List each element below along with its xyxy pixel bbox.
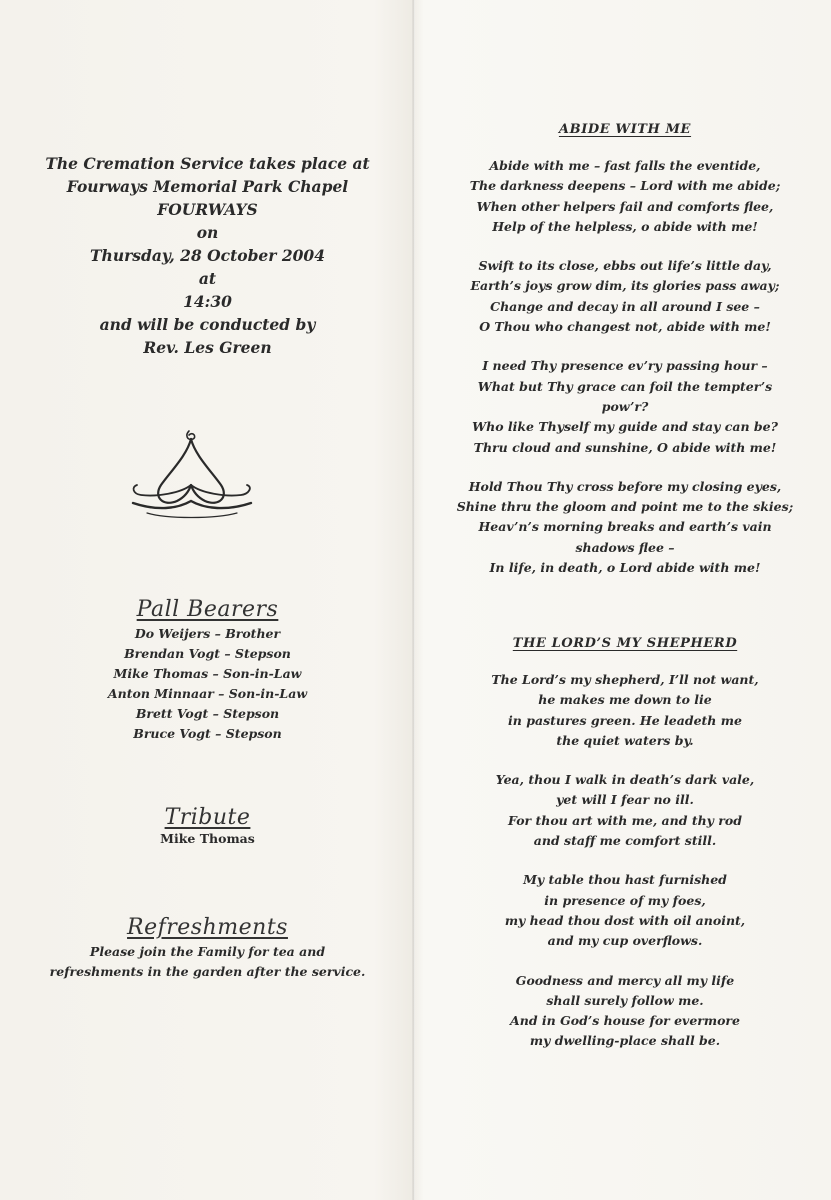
hymn-line: in presence of my foes,: [544, 892, 706, 908]
hymn-stanza: [445, 670, 805, 751]
hymn-line: And in God’s house for evermore: [510, 1013, 740, 1029]
hymn-stanza: [445, 256, 805, 337]
hymn-line: Shine thru the gloom and point me to the skies;: [456, 499, 794, 515]
service-details: [20, 152, 395, 359]
service-line: Thursday, 28 October 2004: [90, 246, 325, 265]
hymn-line: Heav’n’s morning breaks and earth’s vain: [478, 519, 772, 535]
hymn-line: in pastures green. He leadeth me: [508, 712, 742, 728]
service-line: and will be conducted by: [99, 315, 316, 334]
refreshments-section: [20, 915, 395, 982]
hymn-line: Help of the helpless, o abide with me!: [492, 218, 758, 234]
hymn-title: ABIDE WITH ME: [558, 122, 692, 137]
hymn-stanza: [445, 156, 805, 237]
hymn-line: Who like Thyself my guide and stay can be?: [472, 419, 778, 435]
hymn-line: Swift to its close, ebbs out life’s little day,: [478, 258, 772, 274]
hymn-line: The darkness deepens – Lord with me abide;: [469, 178, 781, 194]
hymn-line: Thru cloud and sunshine, O abide with me!: [473, 439, 777, 455]
pall-bearer: Bruce Vogt – Stepson: [133, 726, 282, 741]
hymn-line: What but Thy grace can foil the tempter’s: [477, 378, 773, 394]
hymn-line: he makes me down to lie: [538, 692, 712, 708]
hymn-line: my dwelling-place shall be.: [529, 1033, 721, 1049]
hymn-line: Yea, thou I walk in death’s dark vale,: [495, 772, 755, 788]
service-line: 14:30: [183, 292, 232, 311]
refreshments-line: Please join the Family for tea and: [89, 944, 326, 959]
pall-bearer: Anton Minnaar – Son-in-Law: [107, 686, 308, 701]
hymn-stanza: [445, 971, 805, 1052]
service-line: Fourways Memorial Park Chapel: [66, 177, 349, 196]
pall-bearers-title: Pall Bearers: [136, 597, 279, 622]
pall-bearers-section: [20, 597, 395, 744]
refreshments-line: refreshments in the garden after the service.: [49, 964, 366, 979]
hymn-line: Change and decay in all around I see –: [490, 298, 760, 314]
tribute-title: Tribute: [164, 805, 251, 830]
hymn-line: Earth’s joys grow dim, its glories pass away;: [470, 278, 780, 294]
service-line: at: [198, 269, 217, 288]
service-line: The Cremation Service takes place at: [45, 154, 370, 173]
refreshments-title: Refreshments: [127, 915, 288, 940]
hymn-line: pow’r?: [601, 398, 649, 414]
pall-bearer: Mike Thomas – Son-in-Law: [113, 666, 302, 681]
hymn-line: I need Thy presence ev’ry passing hour –: [482, 358, 768, 374]
hymn-line: My table thou hast furnished: [523, 872, 727, 888]
hymn-line: and staff me comfort still.: [533, 833, 717, 849]
hymn-line: and my cup overflows.: [547, 933, 703, 949]
hymn-line: O Thou who changest not, abide with me!: [479, 319, 771, 335]
hymn-line: the quiet waters by.: [556, 732, 694, 748]
hymn-line: shadows flee –: [575, 539, 675, 555]
hymn-line: When other helpers fail and comforts flee,: [476, 198, 774, 214]
hymn-line: my head thou dost with oil anoint,: [504, 912, 746, 928]
hymn-stanza: [445, 356, 805, 457]
pall-bearer: Brendan Vogt – Stepson: [124, 646, 291, 661]
hymn-line: yet will I fear no ill.: [556, 792, 694, 808]
hymn-title: THE LORD’S MY SHEPHERD: [512, 636, 738, 651]
hymn-lords-my-shepherd: [445, 636, 805, 1052]
hymn-stanza: [445, 770, 805, 851]
service-line: on: [196, 223, 219, 242]
calligraphic-ornament-icon: [127, 425, 257, 525]
hymn-stanza: [445, 477, 805, 578]
tribute-name: Mike Thomas: [160, 831, 255, 846]
hymn-line: Goodness and mercy all my life: [515, 972, 735, 988]
tribute-section: [20, 805, 395, 846]
hymn-line: shall surely follow me.: [546, 992, 704, 1008]
hymn-line: Abide with me – fast falls the eventide,: [489, 158, 761, 173]
hymn-line: The Lord’s my shepherd, I’ll not want,: [491, 672, 759, 687]
hymn-stanza: [445, 870, 805, 951]
hymn-line: Hold Thou Thy cross before my closing eyes,: [468, 478, 782, 494]
service-line: FOURWAYS: [157, 200, 258, 219]
service-line: Rev. Les Green: [143, 338, 272, 357]
page-fold: [412, 0, 415, 1200]
hymn-line: In life, in death, o Lord abide with me!: [489, 560, 761, 576]
pall-bearer: Do Weijers – Brother: [134, 626, 281, 641]
hymn-abide-with-me: [445, 122, 805, 578]
hymn-line: For thou art with me, and thy rod: [508, 812, 742, 828]
pall-bearer: Brett Vogt – Stepson: [135, 706, 280, 721]
